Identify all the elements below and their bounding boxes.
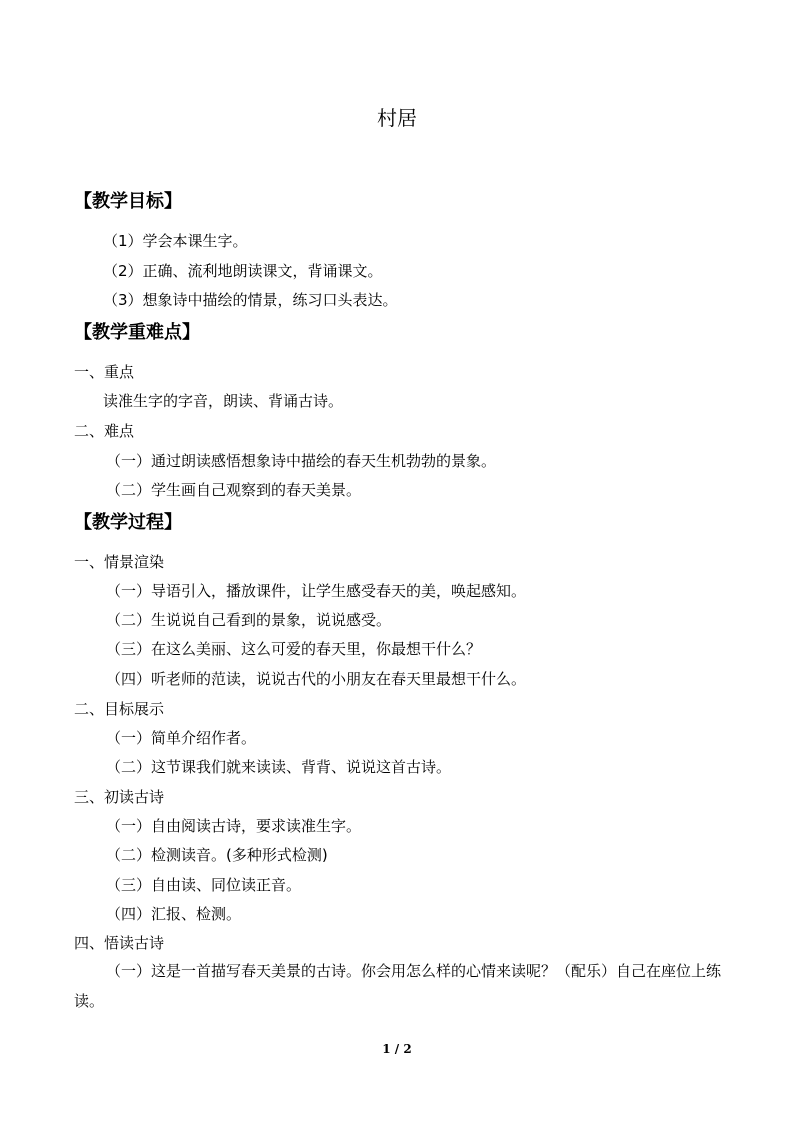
difficult-item: （一）通过朗读感悟想象诗中描绘的春天生机勃勃的景象。 [106,452,497,470]
process-item: （四）听老师的范读，说说古代的小朋友在春天里最想干什么。 [106,670,527,688]
process-part-label: 四、悟读古诗 [74,934,165,952]
page-number: 1 / 2 [382,1042,412,1056]
process-item: （一）导语引入，播放课件，让学生感受春天的美，唤起感知。 [106,582,527,600]
process-item-paragraph: （一）这是一首描写春天美景的古诗。你会用怎么样的心情来读呢？（配乐）自己在座位上练读。 [74,962,722,1010]
goal-item: （1）学会本课生字。 [103,232,248,250]
process-item: （三）在这么美丽、这么可爱的春天里，你最想干什么？ [106,640,482,658]
section-heading-key-points: 【教学重难点】 [74,322,200,343]
subheading-difficult: 二、难点 [74,422,135,440]
document-title: 村居 [377,106,417,130]
process-item: （三）自由读、同位读正音。 [106,876,302,894]
subheading-key: 一、重点 [74,363,135,381]
process-item: （二）检测读音。(多种形式检测) [106,846,328,864]
process-part-label: 一、情景渲染 [74,553,165,571]
goal-item: （3）想象诗中描绘的情景，练习口头表达。 [103,291,398,309]
process-item: （一）自由阅读古诗，要求读准生字。 [106,817,362,835]
process-item: （四）汇报、检测。 [106,905,242,923]
process-item: （二）这节课我们就来读读、背背、说说这首古诗。 [106,758,452,776]
section-heading-process: 【教学过程】 [74,512,182,533]
process-part-label: 二、目标展示 [74,700,165,718]
process-part-label: 三、初读古诗 [74,788,165,806]
goal-item: （2）正确、流利地朗读课文，背诵课文。 [103,262,383,280]
section-heading-goals: 【教学目标】 [74,191,182,212]
process-item: （一）简单介绍作者。 [106,729,257,747]
difficult-item: （二）学生画自己观察到的春天美景。 [106,481,362,499]
process-item: （二）生说说自己看到的景象，说说感受。 [106,611,392,629]
key-text: 读准生字的字音，朗读、背诵古诗。 [103,392,344,410]
